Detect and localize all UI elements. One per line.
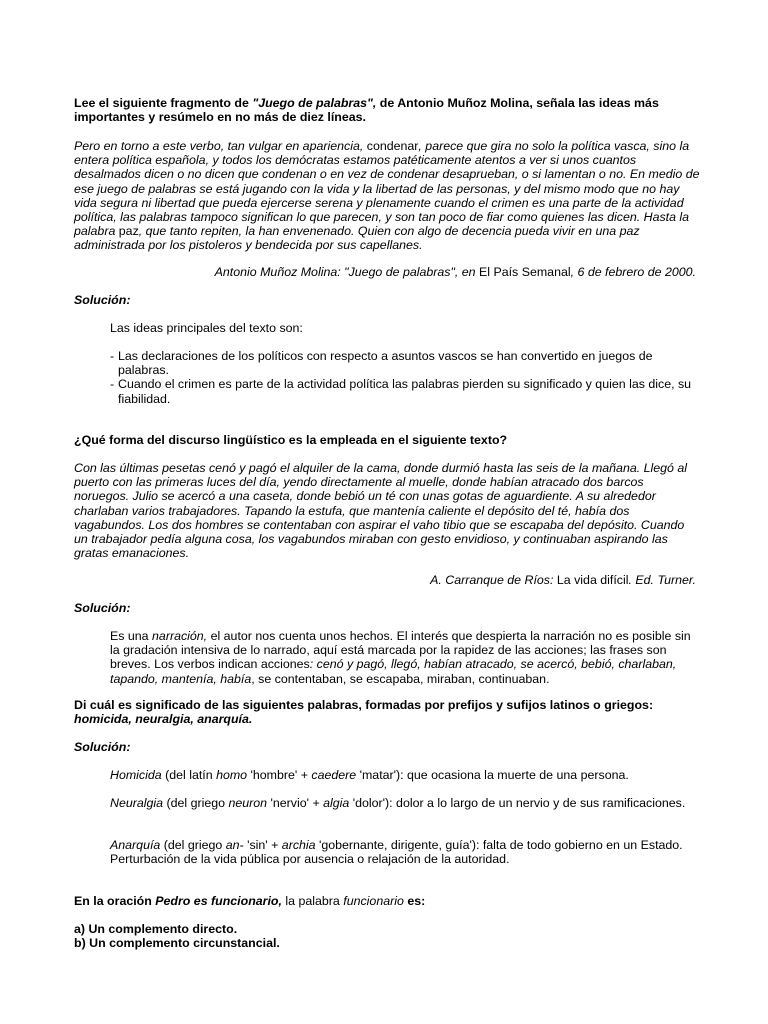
citation-1-source: El País Semanal (479, 265, 571, 279)
solution-2-label: Solución: (74, 601, 131, 615)
question-3: Di cuál es significado de las siguientes palabras, formadas por prefijos y sufijos latinos o griegos: homicida, neuralgia, anarquía. (74, 698, 654, 727)
question-1-pre: Lee el siguiente fragmento de (74, 96, 253, 110)
question-3-words: homicida, neuralgia, anarquía. (74, 712, 253, 727)
question-2: ¿Qué forma del discurso lingüístico es la empleada en el siguiente texto? (74, 433, 508, 447)
question-1-post: de Antonio Muñoz Molina, señala las ideas más importantes y resúmelo en no más de diez líneas. (74, 96, 659, 125)
citation-1: Antonio Muñoz Molina: "Juego de palabras", en El País Semanal, 6 de febrero de 2000. (214, 265, 696, 279)
option-a: a) Un complemento directo. (74, 922, 238, 936)
solution-3-label: Solución: (74, 740, 131, 754)
list-item: - Las declaraciones de los políticos con respecto a asuntos vascos se han convertido en juegos de palabras. (110, 349, 702, 377)
question-4-options (74, 922, 700, 950)
definition-neuralgia: Neuralgia (del griego neuron 'nervio' + algia 'dolor'): dolor a lo largo de un nervio y de sus ramificaciones. (110, 796, 686, 810)
list-item: - Cuando el crimen es parte de la actividad política las palabras pierden su significado y quien las dice, su fiabilidad. (110, 377, 702, 405)
passage-1-word-paz: paz (118, 224, 139, 239)
option-b: b) Un complemento circunstancial. (74, 936, 280, 951)
question-4: En la oración Pedro es funcionario, la palabra funcionario es: (74, 894, 426, 908)
question-1 (74, 96, 700, 124)
definition-anarquia: Anarquía (del griego an- 'sin' + archia 'gobernante, dirigente, guía'): falta de todo gobierno en un Estado. Perturbación de la vida pública por ausencia o relajación de la autoridad. (110, 838, 683, 867)
solution-1-intro: Las ideas principales del texto son: (110, 321, 303, 335)
question-1-title: "Juego de palabras", (252, 96, 377, 110)
solution-2-text: Es una narración, el autor nos cuenta unos hechos. El interés que despierta la narración no es posible sin la gradación intensiva de lo narrado, aquí está marcada por la rapidez de las acciones; las frases son breves. Los verbos indican acciones: cenó y pagó, llegó, habían atracado, se acercó, bebió, charlaban, tapando, mantenía, había, se contentaban, se escapaba, miraban, continuaban. (110, 629, 691, 686)
citation-2-source: La vida difícil (556, 573, 629, 587)
passage-1: Pero en torno a este verbo, tan vulgar en apariencia, condenar, parece que gira no solo la política vasca, sino la entera política española, y todos los demócratas estamos patéticamente atentos a ver si unos cuantos desalmados dicen o no dicen que condenan o en vez de condenar desaprueban, o si lamentan o no. En medio de ese juego de palabras se está jugando con la vida y la libertad de las personas, y del mismo modo que no hay vida segura ni libertad que pueda ejercerse serena y plenamente cuando el crimen es una parte de la actividad política, las palabras tampoco significan lo que parecen, y son tan poco de fiar como quienes las dicen. Hasta la palabra paz, que tanto repiten, la han envenenado. Quien con algo de decencia pueda vivir en una paz administrada por los pistoleros y bendecida por sus capellanes. (74, 139, 700, 253)
solution-1-list (110, 349, 702, 406)
passage-1-word-condenar: condenar (366, 139, 419, 153)
definition-homicida: Homicida (del latín homo 'hombre' + caedere 'matar'): que ocasiona la muerte de una persona. (110, 768, 629, 782)
passage-2: Con las últimas pesetas cenó y pagó el alquiler de la cama, donde durmió hasta las seis de la mañana. Llegó al puerto con las primeras luces del día, yendo directamente al muelle, donde habían atracado dos barcos noruegos. Julio se acercó a una caseta, donde bebió un té con unas gotas de aguardiente. A su alrededor charlaban varios trabajadores. Tapando la estufa, que mantenía caliente el depósito del té, había dos vagabundos. Los dos hombres se contentaban con aspirar el vaho tibio que se escapaba del depósito. Cuando un trabajador pedía alguna cosa, los vagabundos miraban con gesto envidioso, y continuaban aspirando las gratas emanaciones. (74, 461, 688, 561)
solution-1-label: Solución: (74, 293, 131, 307)
citation-2: A. Carranque de Ríos: La vida difícil. Ed. Turner. (430, 573, 696, 587)
